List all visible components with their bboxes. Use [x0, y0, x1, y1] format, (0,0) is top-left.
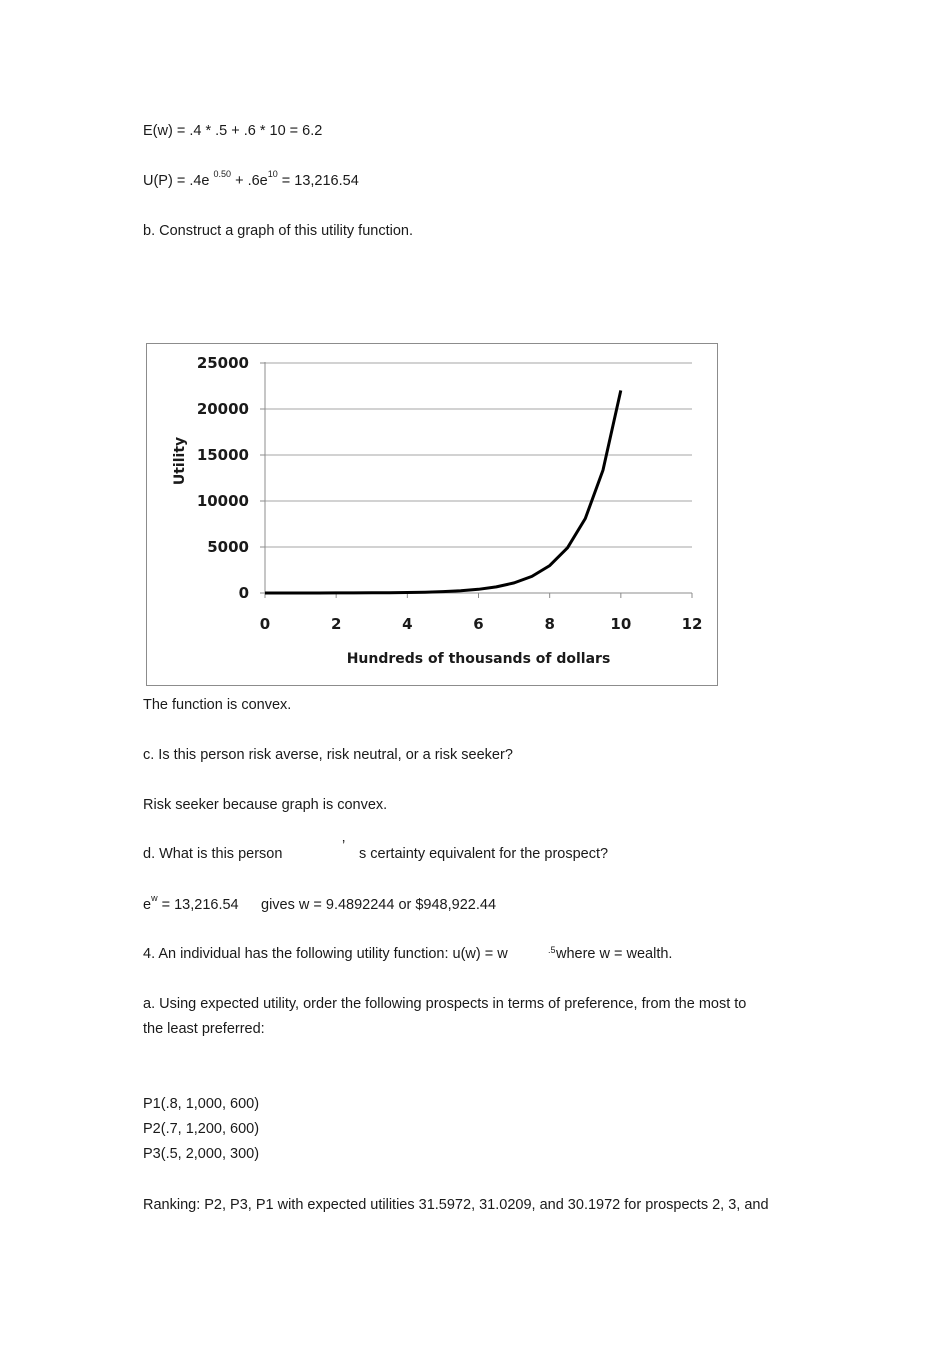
ce-exponent: w [151, 893, 158, 903]
y-axis-title: Utility [172, 436, 188, 486]
utility-chart [146, 343, 718, 686]
ce-gives: gives w = 9.4892244 or $948,922.44 [261, 897, 497, 913]
question-a-line2: the least preferred: [143, 1021, 265, 1037]
prospect-p2: P2(.7, 1,200, 600) [143, 1121, 260, 1137]
up-exponent-2: 10 [267, 169, 278, 179]
function-convex-line: The function is convex. [143, 697, 292, 713]
up-exponent-1: 0.50 [213, 169, 232, 179]
y-tick-label-5000: 5000 [207, 538, 249, 556]
question-4-part1: 4. An individual has the following utility function: u(w) = w [143, 946, 508, 962]
question-d-apostrophe: ’ [342, 838, 346, 854]
x-tick-label-2: 2 [330, 615, 342, 633]
question-d-part2: s certainty equivalent for the prospect? [359, 846, 609, 862]
x-tick-label-8: 8 [544, 615, 555, 633]
question-4-part2: where w = wealth. [556, 946, 673, 962]
y-tick-label-25000: 25000 [196, 354, 249, 372]
question-4 [143, 945, 673, 963]
y-tick-label-0: 0 [238, 584, 249, 602]
x-tick-label-12: 12 [681, 615, 703, 633]
prospect-p3: P3(.5, 2,000, 300) [143, 1146, 260, 1162]
up-suffix: = 13,216.54 [277, 173, 359, 189]
x-tick-label-6: 6 [473, 615, 484, 633]
question-d-part1: d. What is this person [143, 846, 283, 862]
question-c: c. Is this person risk averse, risk neutral, or a risk seeker? [143, 747, 513, 763]
answer-c: Risk seeker because graph is convex. [143, 797, 388, 813]
ce-value: = 13,216.54 [157, 897, 239, 913]
question-d [143, 838, 609, 863]
question-a-line1: a. Using expected utility, order the following prospects in terms of preference, from the most to [143, 996, 747, 1012]
up-prefix: U(P) = .4e [143, 173, 210, 189]
ranking-line: Ranking: P2, P3, P1 with expected utilities 31.5972, 31.0209, and 30.1972 for prospects 2, 3, and [143, 1197, 769, 1213]
x-axis-title: Hundreds of thousands of dollars [346, 651, 611, 667]
utility-curve-0 [265, 390, 621, 593]
utility-chart-svg [147, 344, 717, 685]
ce-e: e [143, 897, 152, 913]
up-mid: + .6e [235, 173, 268, 189]
question-4-exponent: .5 [548, 945, 556, 955]
y-tick-label-10000: 10000 [196, 492, 249, 510]
utility-of-prospect-line [143, 169, 359, 191]
x-tick-label-10: 10 [610, 615, 632, 633]
x-tick-label-0: 0 [259, 615, 271, 633]
question-b: b. Construct a graph of this utility function. [143, 223, 413, 239]
prospect-p1: P1(.8, 1,000, 600) [143, 1096, 260, 1112]
certainty-equivalent-line [143, 893, 497, 915]
y-tick-label-15000: 15000 [196, 446, 249, 464]
y-tick-label-20000: 20000 [196, 400, 249, 418]
x-tick-label-4: 4 [402, 615, 413, 633]
expected-wealth-line: E(w) = .4 * .5 + .6 * 10 = 6.2 [143, 123, 323, 139]
